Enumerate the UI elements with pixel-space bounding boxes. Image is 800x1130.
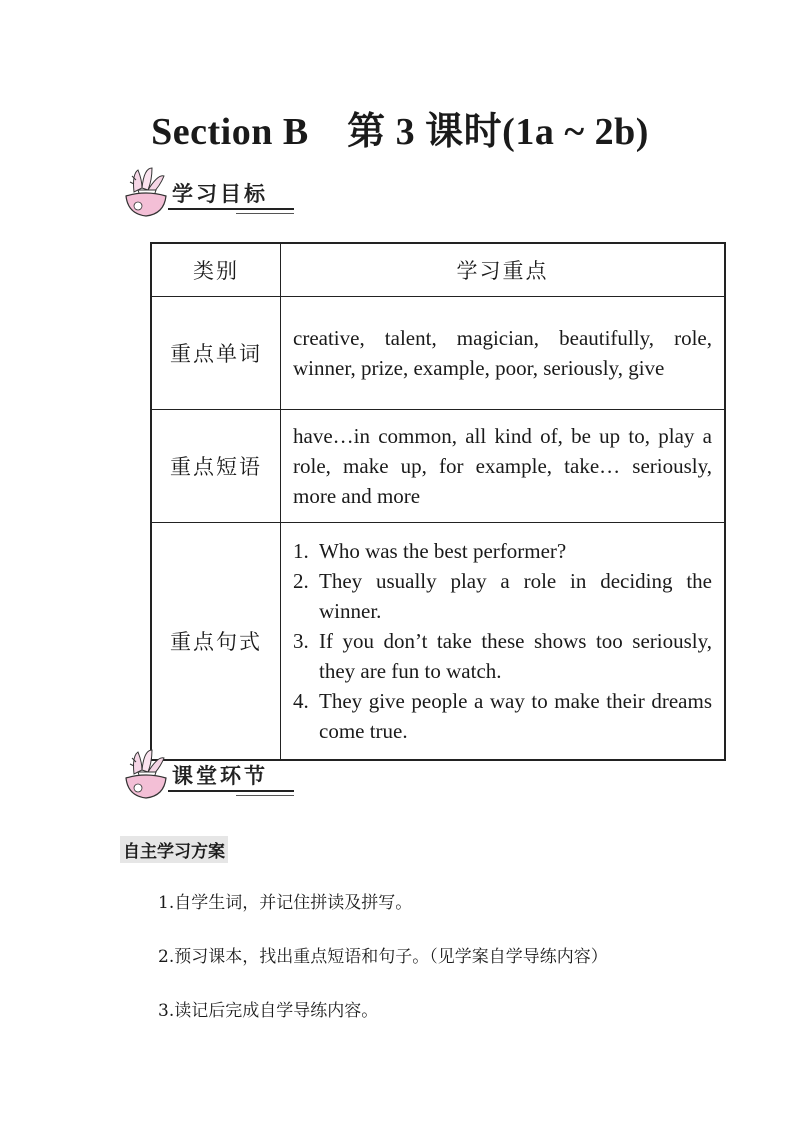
section-banner-goals [116, 166, 296, 226]
flower-pot-icon [116, 748, 176, 806]
banner-underline-thin [236, 795, 294, 796]
list-item: 1. Who was the best performer? [293, 539, 567, 563]
content-cell [281, 523, 726, 761]
plan-step: 3.读记后完成自学导练内容。 [158, 1001, 379, 1021]
table-row [151, 523, 725, 761]
page-title: Section B 第 3 课时(1a ~ 2b) [151, 111, 649, 153]
category-cell: 重点短语 [151, 410, 281, 523]
category-cell: 重点单词 [151, 297, 281, 410]
sentence-list [293, 536, 712, 746]
flower-pot-icon [116, 166, 176, 224]
table-header-category: 类别 [151, 243, 281, 297]
table-header-focus: 学习重点 [281, 243, 726, 297]
learning-goals-table [150, 242, 726, 761]
plan-heading: 自主学习方案 [120, 836, 228, 863]
list-item: 2. They usually play a role in deciding the winner. [293, 569, 712, 623]
category-cell: 重点句式 [151, 523, 281, 761]
table-row [151, 297, 725, 410]
content-cell: have…in common, all kind of, be up to, play a role, make up, for example, take… seriously, more and more [281, 410, 726, 523]
content-cell: creative, talent, magician, beautifully, role, winner, prize, example, poor, seriously, give [281, 297, 726, 410]
banner-underline [168, 208, 294, 210]
banner-underline [168, 790, 294, 792]
table-row [151, 410, 725, 523]
plan-step: 1.自学生词，并记住拼读及拼写。 [158, 893, 413, 913]
list-item: 3. If you don’t take these shows too seriously, they are fun to watch. [293, 629, 712, 683]
plan-step: 2.预习课本，找出重点短语和句子。（见学案自学导练内容） [158, 947, 608, 967]
section-banner-classroom [116, 748, 296, 808]
banner-label: 学习目标 [172, 182, 268, 206]
plan-steps [158, 890, 608, 1052]
banner-underline-thin [236, 213, 294, 214]
list-item: 4. They give people a way to make their dreams come true. [293, 689, 712, 743]
banner-label: 课堂环节 [172, 764, 268, 788]
